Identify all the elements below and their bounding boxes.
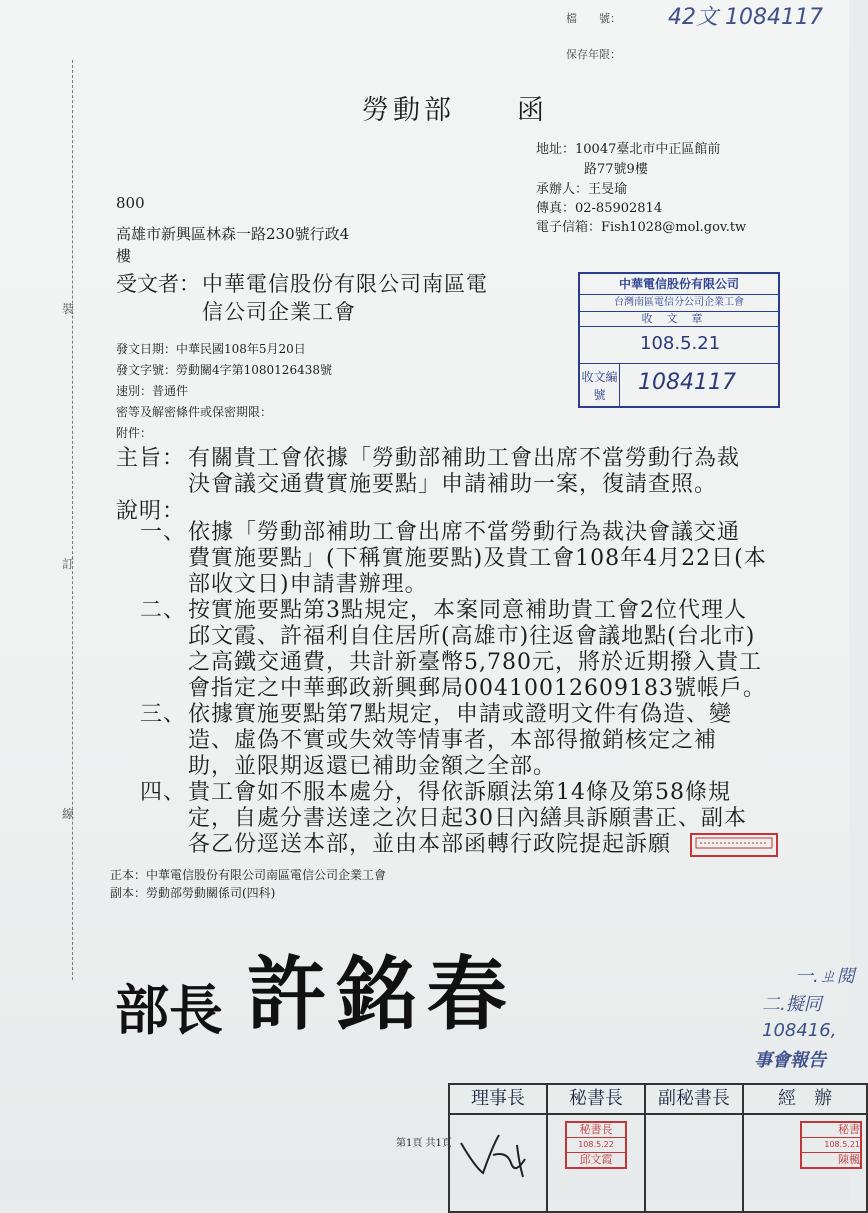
- minister-signature: [115, 930, 517, 1045]
- approval-header-secretary: 秘書長: [547, 1084, 645, 1114]
- seal-pattern-icon: [694, 835, 774, 851]
- approval-table: [448, 1083, 868, 1213]
- secretary-seal-title: 秘書長: [579, 1123, 613, 1136]
- side-mark-staple: 訂: [62, 557, 75, 571]
- stamp-no-label: 收文編號: [580, 364, 620, 408]
- deputy-cell: [645, 1114, 743, 1212]
- recipient-address-1: 高雄市新興區林森一路230號行政4: [116, 225, 350, 243]
- secretary-seal: [565, 1121, 627, 1169]
- item-2-line-2: 邱文霞、許福利自住居所(高雄市)往返會議地點(台北市): [188, 624, 756, 649]
- recipient-address-2: 樓: [116, 247, 132, 265]
- item-4-line-1: 貴工會如不服本處分，得依訴願法第14條及第58條規: [188, 780, 731, 805]
- hand-note-2: 二.擬同: [762, 994, 822, 1015]
- side-mark-bind: 裝: [62, 302, 75, 316]
- item-3-line-2: 造、虛偽不實或失效等情事者，本部得撤銷核定之補: [188, 728, 718, 753]
- page-number: 第1頁 共1頁: [396, 1138, 452, 1149]
- clerk-seal-date: 108.5.21: [802, 1137, 860, 1153]
- clerk-seal-title: 秘書: [838, 1123, 860, 1136]
- clerk-seal-name: 陳楓: [838, 1153, 860, 1166]
- item-4-num: 四、: [140, 780, 187, 805]
- retention-label: 保存年限：: [566, 48, 621, 61]
- file-no-label: 檔 號：: [566, 12, 621, 25]
- sender-fax: 傳真：02-85902814: [536, 201, 663, 216]
- recipient-name-1: 中華電信股份有限公司南區電: [202, 272, 488, 296]
- chairman-signature: [449, 1114, 547, 1212]
- subject-line-2: 決會議交通費實施要點」申請補助一案，復請查照。: [188, 472, 718, 497]
- approval-header-chairman: 理事長: [449, 1084, 547, 1114]
- receipt-stamp: [578, 272, 780, 408]
- explanation-label: 說明：: [116, 499, 186, 524]
- clerk-seal: [800, 1121, 862, 1169]
- approval-sign-row: [449, 1114, 867, 1212]
- item-1-num: 一、: [140, 520, 187, 545]
- clerk-seal-cell: [743, 1114, 867, 1212]
- stamp-title: 收文章: [580, 312, 778, 327]
- secretary-seal-date: 108.5.22: [567, 1137, 625, 1153]
- meta-speed: 速別：普通件: [116, 384, 189, 398]
- item-4-line-3: 各乙份逕送本部，並由本部函轉行政院提起訴願: [188, 832, 672, 857]
- stamp-date-row: [580, 327, 778, 364]
- hand-note-4: 事會報告: [754, 1050, 826, 1071]
- recipient-name-2: 信公司企業工會: [202, 300, 356, 324]
- side-mark-line: 線: [62, 807, 75, 821]
- item-2-num: 二、: [140, 598, 187, 623]
- stamp-no-row: [580, 364, 778, 408]
- item-2-line-4: 會指定之中華郵政新興郵局00410012609183號帳戶。: [188, 676, 766, 701]
- secretary-seal-name: 邱文霞: [579, 1153, 613, 1166]
- file-no-value: 42文 1084117: [668, 5, 823, 30]
- copies-copy: 副本：勞動部勞動關係司(四科): [110, 886, 276, 900]
- item-2-line-1: 按實施要點第3點規定，本案同意補助貴工會2位代理人: [188, 598, 747, 623]
- stamp-org-1: 中華電信股份有限公司: [580, 274, 778, 295]
- handwritten-signature-icon: [453, 1115, 543, 1185]
- postal-code: 800: [116, 194, 145, 212]
- secretary-seal-cell: [547, 1114, 645, 1212]
- meta-attachment: 附件：: [116, 426, 153, 440]
- subject-line-1: 有關貴工會依據「勞動部補助工會出席不當勞動行為裁: [188, 446, 741, 471]
- stamp-no-value: 1084117: [638, 370, 736, 395]
- sender-address-2: 路77號9樓: [584, 162, 648, 177]
- item-1-line-2: 費實施要點」(下稱實施要點)及貴工會108年4月22日(本: [188, 546, 767, 571]
- meta-date: 發文日期：中華民國108年5月20日: [116, 342, 306, 356]
- red-seal: [690, 833, 778, 857]
- item-3-line-3: 助，並限期返還已補助金額之全部。: [188, 754, 557, 779]
- meta-doc-no: 發文字號：勞動關4字第1080126438號: [116, 363, 332, 377]
- hand-note-3: 108416,: [762, 1020, 837, 1041]
- recipient-label: 受文者：: [116, 272, 200, 296]
- meta-secrecy: 密等及解密條件或保密期限：: [116, 405, 273, 419]
- sender-email: 電子信箱：Fish1028@mol.gov.tw: [536, 220, 747, 235]
- item-1-line-1: 依據「勞動部補助工會出席不當勞動行為裁決會議交通: [188, 520, 741, 545]
- item-3-num: 三、: [140, 702, 187, 727]
- sender-address-1: 地址：10047臺北市中正區館前: [536, 142, 721, 157]
- item-3-line-1: 依據實施要點第7點規定，申請或證明文件有偽造、變: [188, 702, 732, 727]
- sender-contact: 承辦人：王旻瑜: [536, 182, 628, 197]
- item-4-line-2: 定，自處分書送達之次日起30日內繕具訴願書正、副本: [188, 806, 747, 831]
- minister-title: 部長: [115, 979, 223, 1042]
- copies-original: 正本：中華電信股份有限公司南區電信公司企業工會: [110, 868, 387, 882]
- stamp-org-2: 台灣南區電信分公司企業工會: [580, 295, 778, 312]
- stamp-date: 108.5.21: [640, 333, 721, 354]
- approval-header-row: [449, 1084, 867, 1114]
- subject-label: 主旨：: [116, 446, 186, 471]
- approval-header-deputy: 副秘書長: [645, 1084, 743, 1114]
- item-1-line-3: 部收文日)申請書辦理。: [188, 572, 428, 597]
- doc-title: 勞動部 函: [362, 95, 548, 126]
- item-2-line-3: 之高鐵交通費，共計新臺幣5,780元，將於近期撥入貴工: [188, 650, 762, 675]
- hand-note-1: 一.ㄓ閱: [795, 966, 855, 987]
- binding-line: [72, 60, 73, 980]
- minister-name: 許銘春: [246, 948, 517, 1041]
- approval-header-clerk: 經 辦: [743, 1084, 867, 1114]
